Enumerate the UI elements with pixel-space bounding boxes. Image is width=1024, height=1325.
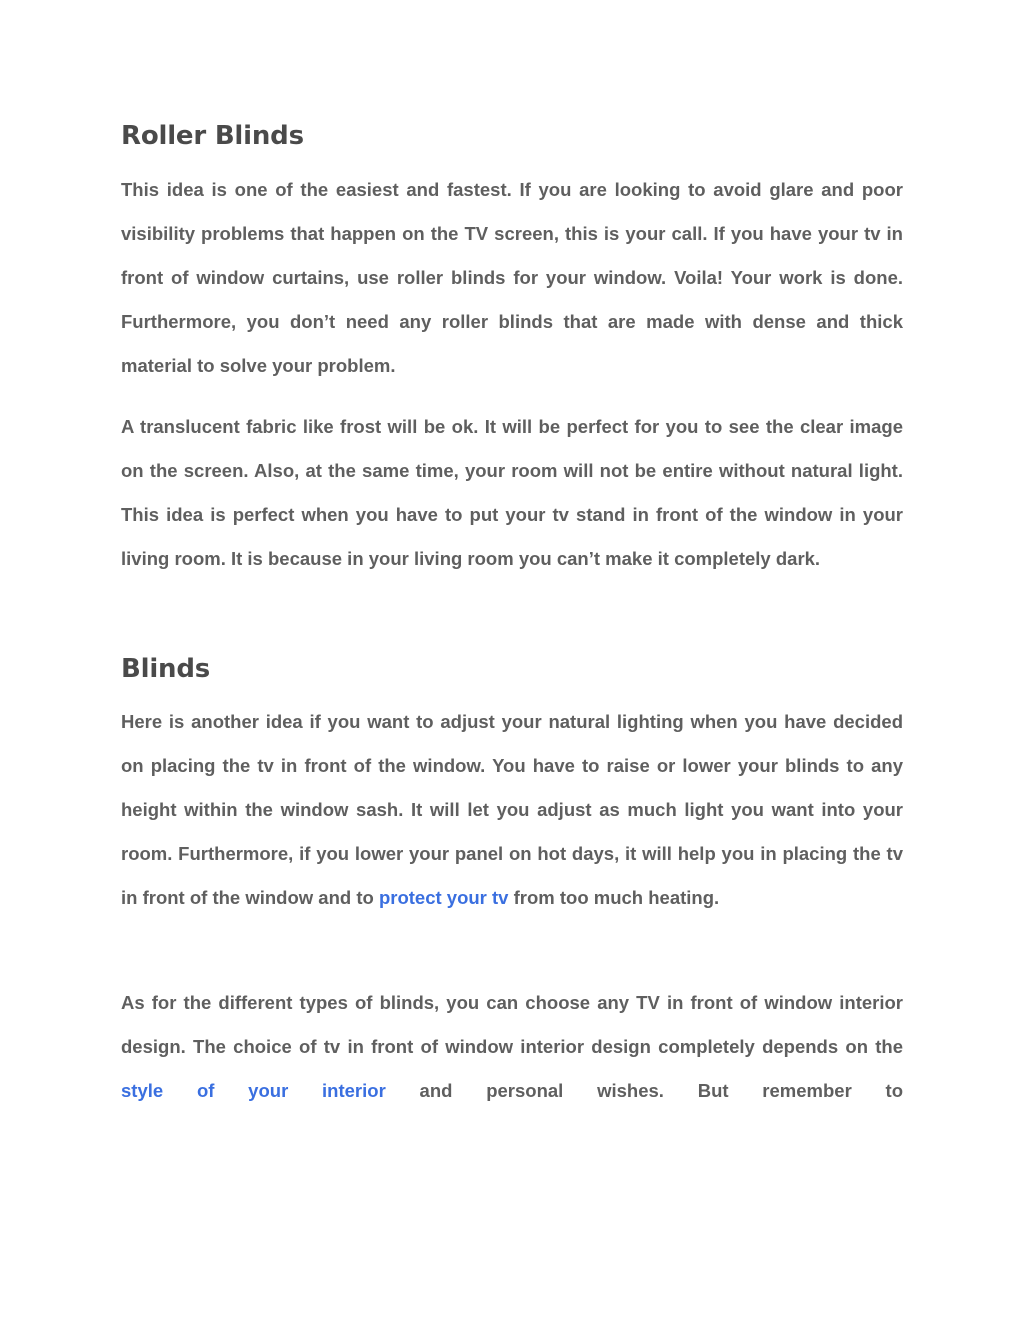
paragraph-roller-blinds-intro: This idea is one of the easiest and fastest. If you are looking to avoid glare and poor visibility problems that happen on the TV screen, this is your call. If you have your tv in front of window curtains, use roller blinds for your window. Voila! Your work is done. Furthermore, you don’t need any roller blinds that are made with dense and thick material to solve your problem. [121,179,903,376]
section-heading-roller-blinds: Roller Blinds [121,121,304,151]
paragraph-text: from too much heating. [508,887,720,908]
style-of-your-interior-link[interactable]: style of your interior [121,1080,386,1101]
paragraph-translucent-fabric: A translucent fabric like frost will be ok. It will be perfect for you to see the clear image on the screen. Also, at the same time, your room will not be entire without natural light. This idea is perfect when you have to put your tv stand in front of the window in your living room. It is because in your living room you can’t make it completely dark. [121,416,903,569]
paragraph-text: As for the different types of blinds, you can choose any TV in front of window interior design. The choice of tv in front of window interior design completely depends on the [121,992,903,1057]
protect-your-tv-link[interactable]: protect your tv [378,887,509,908]
paragraph-text: Here is another idea if you want to adjust your natural lighting when you have decided on placing the tv in front of the window. You have to raise or lower your blinds to any height within the window sash. It will let you adjust as much light you want into your room. Furthermore, if you lower your panel on hot days, it will help you in placing the tv in front of the window and to [121,711,903,908]
section-heading-blinds: Blinds [121,654,211,684]
paragraph-blinds-natural-lighting [121,700,903,920]
paragraph-blinds-types [121,981,903,1113]
paragraph-text: and personal wishes. But remember to [385,1080,904,1101]
